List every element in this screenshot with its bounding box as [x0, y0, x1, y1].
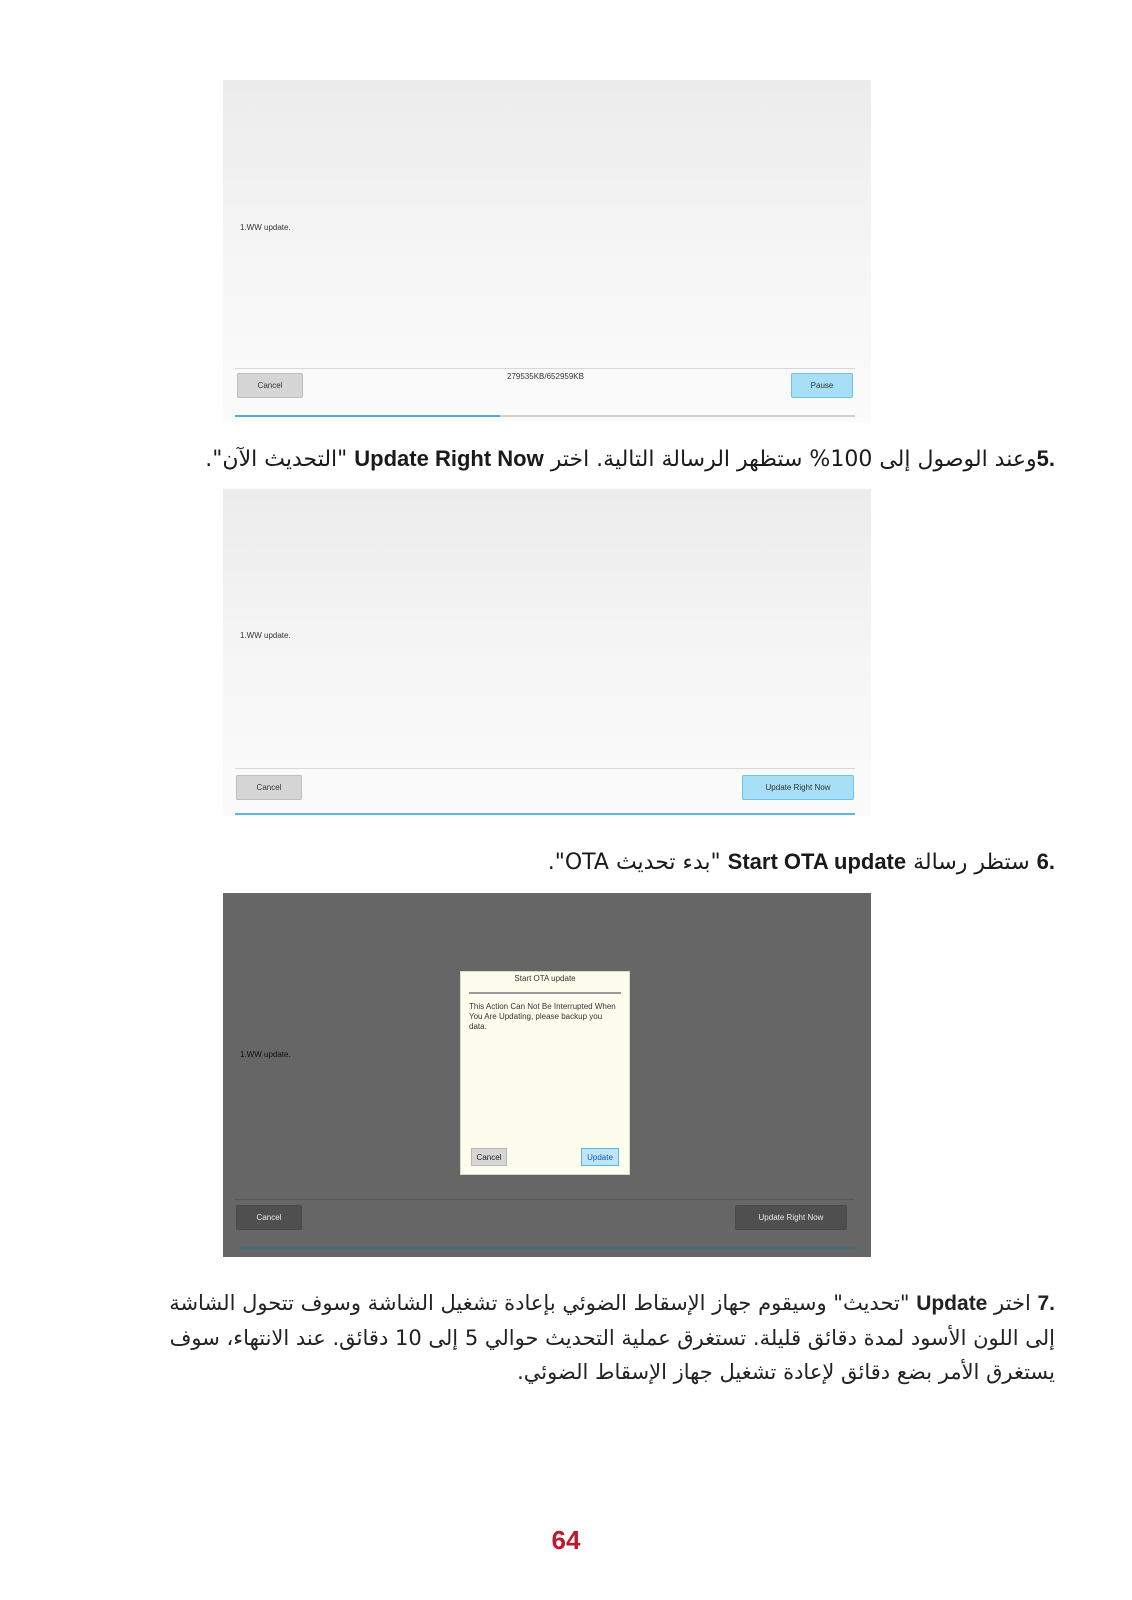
screenshot-update-ready — [223, 489, 871, 816]
page-number: 64 — [551, 1525, 581, 1555]
step-text-tail: "تحديث" وسيقوم جهاز الإسقاط الضوئي بإعادة تشغيل الشاشة وسوف تتحول الشاشة — [169, 1291, 917, 1315]
step-keyword: Update Right Now — [354, 446, 544, 471]
screenshot-download-progress — [223, 80, 871, 422]
cancel-button[interactable]: Cancel — [236, 775, 302, 800]
download-progress-fill — [235, 415, 500, 417]
step-5-instruction — [205, 444, 1055, 475]
dialog-message: This Action Can Not Be Interrupted When You Are Updating, please backup you data. — [469, 1002, 616, 1031]
step-6-instruction — [548, 847, 1055, 878]
dialog-divider — [469, 992, 621, 994]
progress-complete-line — [235, 1247, 855, 1249]
step-keyword: Start OTA update — [727, 849, 907, 874]
step-text: ستظر رسالة — [906, 850, 1037, 875]
download-counter: 279535KB/652959KB — [507, 372, 584, 381]
step-text: اختر — [987, 1291, 1038, 1315]
step-keyword: Update — [916, 1292, 988, 1315]
footer-divider — [235, 768, 855, 769]
cancel-button[interactable]: Cancel — [237, 373, 303, 398]
update-right-now-button[interactable]: Update Right Now — [742, 775, 854, 800]
dialog-cancel-button[interactable]: Cancel — [471, 1148, 507, 1166]
step-number: .6 — [1036, 849, 1055, 874]
update-right-now-button[interactable]: Update Right Now — [735, 1205, 847, 1230]
dialog-title: Start OTA update — [514, 974, 576, 983]
update-item-label: 1.WW update. — [240, 1050, 291, 1059]
step-7-line-1 — [75, 1286, 1055, 1321]
progress-complete-line — [235, 813, 855, 815]
dialog-update-button[interactable]: Update — [581, 1148, 619, 1166]
step-text-tail: "التحديث الآن". — [205, 447, 355, 472]
download-progress-bar — [235, 415, 855, 417]
step-text-tail: "بدء تحديث OTA". — [547, 850, 728, 875]
step-number: .5 — [1036, 446, 1055, 471]
step-7-line-2: إلى اللون الأسود لمدة دقائق قليلة. تستغرق عملية التحديث حوالي 5 إلى 10 دقائق. عند الانتهاء، سوف — [169, 1326, 1055, 1350]
footer-divider — [235, 368, 855, 369]
step-text: وعند الوصول إلى 100% ستظهر الرسالة التالية. اختر — [543, 447, 1037, 472]
step-number: .7 — [1037, 1292, 1055, 1315]
update-item-label: 1.WW update. — [240, 631, 291, 640]
step-7-instruction — [75, 1286, 1055, 1389]
update-item-label: 1.WW update. — [240, 223, 291, 232]
footer-divider — [235, 1199, 855, 1200]
pause-button[interactable]: Pause — [791, 373, 853, 398]
start-ota-dialog — [460, 971, 630, 1175]
step-7-line-3: يستغرق الأمر بضع دقائق لإعادة تشغيل جهاز الإسقاط الضوئي. — [517, 1360, 1055, 1384]
cancel-button[interactable]: Cancel — [236, 1205, 302, 1230]
screenshot-ota-dialog — [223, 893, 871, 1257]
